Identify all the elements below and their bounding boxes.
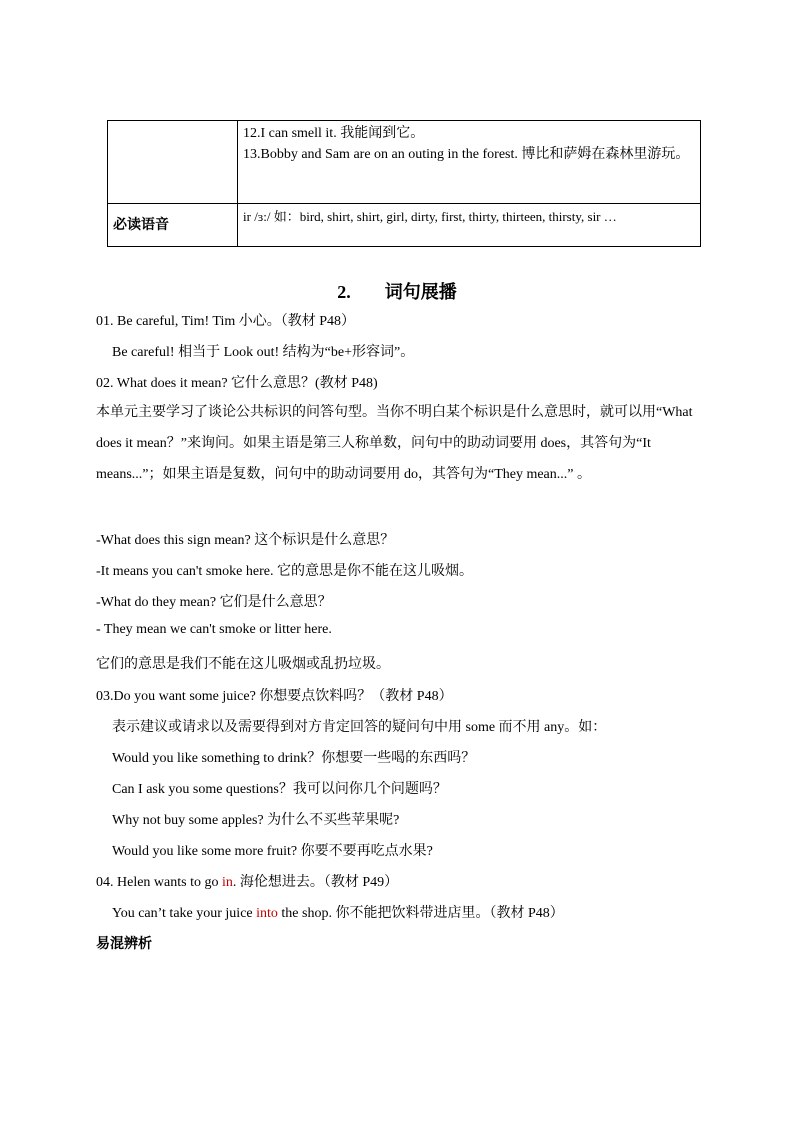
item-04-example [112, 902, 564, 922]
example-line: Would you like something to drink？你想要一些喝的东西吗？ [112, 751, 476, 766]
item-04-text: 04. Helen wants to go [96, 875, 222, 890]
sentence-13: 13.Bobby and Sam are on an outing in the forest. 博比和萨姆在森林里游玩。 [243, 147, 690, 162]
example-line: Why not buy some apples? 为什么不买些苹果呢? [112, 813, 400, 828]
phonics-label: 必读语音 [108, 204, 238, 247]
highlight-into: into [256, 906, 278, 921]
item-04 [96, 871, 398, 891]
table-row [108, 121, 701, 204]
example-line-cn: 它们的意思是我们不能在这儿吸烟或乱扔垃圾。 [96, 657, 390, 672]
confusing-words-heading: 易混辨析 [96, 937, 152, 952]
example-line: Would you like some more fruit? 你要不要再吃点水果? [112, 844, 433, 859]
item-03: 03.Do you want some juice? 你想要点饮料吗？（教材 P48） [96, 689, 453, 704]
phonics-content: ir /ɜ:/ 如：bird, shirt, shirt, girl, dirty, first, thirty, thirteen, thirsty, sir … [238, 204, 701, 247]
example-text: You can’t take your juice [112, 906, 257, 921]
vocab-table [107, 120, 701, 247]
section-title: 词句展播 [384, 282, 457, 302]
section-number: 2. [337, 282, 351, 302]
example-text: the shop. 你不能把饮料带进店里。（教材 P48） [277, 906, 564, 921]
item-03-note: 表示建议或请求以及需要得到对方肯定回答的疑问句中用 some 而不用 any。如： [112, 720, 607, 735]
example-line: Can I ask you some questions？我可以问你几个问题吗？ [112, 782, 447, 797]
example-line: -What do they mean? 它们是什么意思？ [96, 595, 332, 610]
item-04-text: . 海伦想进去。（教材 P49） [232, 875, 399, 890]
item-01: 01. Be careful, Tim! Tim 小心。（教材 P48） [96, 314, 356, 329]
item-02-paragraph: 本单元主要学习了谈论公共标识的问答句型。当你不明白某个标识是什么意思时，就可以用“What does it mean？”来询问。如果主语是第三人称单数，问句中的助动词要用 does，其答句为“It means...”；如果主语是复数，问句中的助动词要用 do，其答句为“They mean...” 。 [96, 405, 693, 482]
highlight-in: in [221, 875, 233, 890]
example-line: -What does this sign mean? 这个标识是什么意思？ [96, 533, 395, 548]
sentence-12: 12.I can smell it. 我能闻到它。 [243, 126, 425, 141]
table-row [108, 204, 701, 247]
table-cell-content [238, 121, 701, 204]
item-01-note: Be careful! 相当于 Look out! 结构为“be+形容词”。 [112, 345, 415, 360]
table-cell-label [108, 121, 238, 204]
section-heading [0, 278, 794, 304]
example-line: - They mean we can't smoke or litter here. [96, 622, 332, 637]
example-line: -It means you can't smoke here. 它的意思是你不能在这儿吸烟。 [96, 564, 473, 579]
item-02: 02. What does it mean? 它什么意思？(教材 P48) [96, 376, 378, 391]
